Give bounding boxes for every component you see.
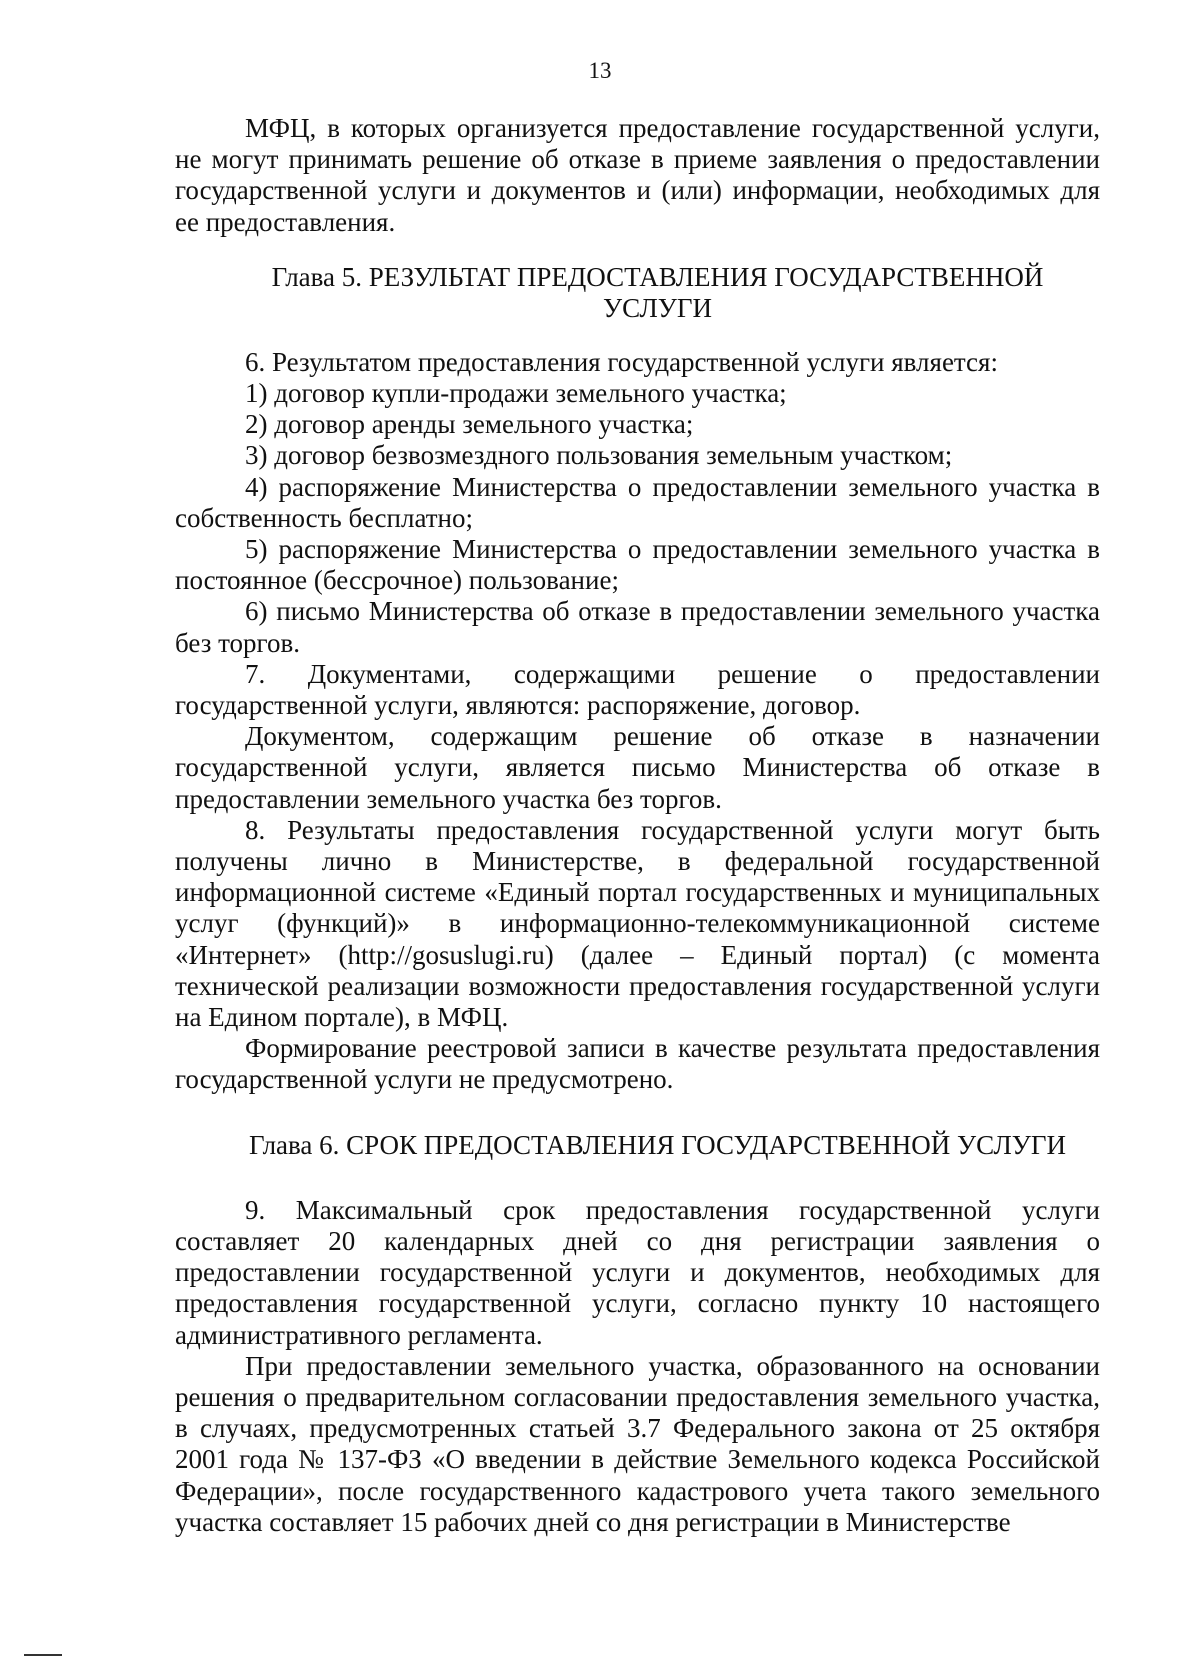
chapter-6-heading: Глава 6. СРОК ПРЕДОСТАВЛЕНИЯ ГОСУДАРСТВЕННОЙ УСЛУГИ	[248, 1129, 1067, 1160]
list-item-2: 2) договор аренды земельного участка;	[245, 409, 694, 440]
paragraph-8-registry: Формирование реестровой записи в качестве результата предоставления государственной услуги не предусмотрено.	[175, 1033, 1100, 1095]
page-number: 13	[588, 58, 612, 83]
list-item-3: 3) договор безвозмездного пользования земельным участком;	[245, 440, 953, 471]
paragraph-7: 7. Документами, содержащими решение о предоставлении государственной услуги, являются: распоряжение, договор.	[175, 658, 1100, 721]
paragraph-7-refusal: Документом, содержащим решение об отказе в назначении государственной услуги, является письмо Министерства об отказе в предоставлении земельного участка без торгов.	[175, 721, 1100, 814]
list-item-5: 5) распоряжение Министерства о предоставлении земельного участка в постоянное (бессрочное) пользование;	[175, 534, 1100, 596]
paragraph-9-exception: При предоставлении земельного участка, образованного на основании решения о предварительном согласовании предоставления земельного участка, в случаях, предусмотренных статьей 3.7 Федерального закона от 25 октября 2001 года № 137-ФЗ «О введении в действие Земельного кодекса Российской Федерации», после государственного кадастрового учета такого земельного участка составляет 15 рабочих дней со дня регистрации в Министерстве	[175, 1350, 1100, 1537]
chapter-5-heading	[175, 262, 1100, 324]
document-body	[175, 113, 1100, 1538]
paragraph-6: 6. Результатом предоставления государственной услуги является:	[245, 346, 998, 377]
chapter-5-title-line-2: УСЛУГИ	[603, 292, 712, 323]
list-item-1: 1) договор купли-продажи земельного участка;	[245, 378, 787, 409]
list-item-6: 6) письмо Министерства об отказе в предоставлении земельного участка без торгов.	[175, 596, 1100, 658]
scan-mark	[24, 1654, 62, 1656]
paragraph-9: 9. Максимальный срок предоставления государственной услуги составляет 20 календарных дней со дня регистрации заявления о предоставлении государственной услуги и документов, необходимых для предоставления государственной услуги, согласно пункту 10 настоящего административного регламента.	[175, 1194, 1100, 1350]
paragraph-8: 8. Результаты предоставления государственной услуги могут быть получены лично в Министерстве, в федеральной государственной информационной системе «Единый портал государственных и муниципальных услуг (функций)» в информационно-телекоммуникационной системе «Интернет» (http://gosuslugi.ru) (далее – Единый портал) (с момента технической реализации возможности предоставления государственной услуги на Едином портале), в МФЦ.	[175, 814, 1100, 1033]
chapter-5-title-line-1: Глава 5. РЕЗУЛЬТАТ ПРЕДОСТАВЛЕНИЯ ГОСУДАРСТВЕННОЙ	[271, 261, 1044, 292]
list-item-4: 4) распоряжение Министерства о предоставлении земельного участка в собственность бесплатно;	[175, 471, 1100, 533]
intro-paragraph: МФЦ, в которых организуется предоставление государственной услуги, не могут принимать решение об отказе в приеме заявления о предоставлении государственной услуги и документов и (или) информации, необходимых для ее предоставления.	[175, 113, 1100, 237]
